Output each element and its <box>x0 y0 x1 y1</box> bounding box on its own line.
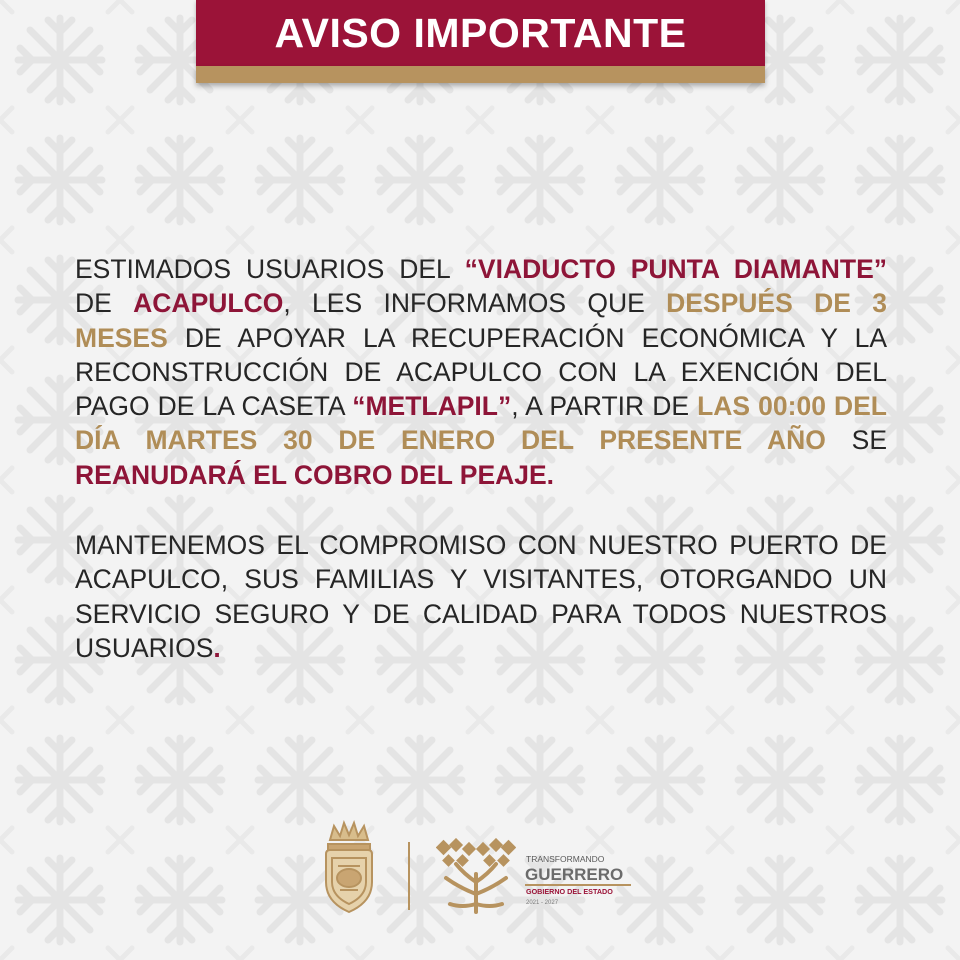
banner-red-band <box>196 0 765 66</box>
commitment-text: MANTENEMOS EL COMPROMISO CON NUESTRO PUERTO DE ACAPULCO, SUS FAMILIAS Y VISITANTES, OTORGANDO UN SERVICIO SEGURO Y DE CALIDAD PARA TODOS NUESTROS USUARIOS <box>75 530 887 663</box>
logo-state-name: GUERRERO <box>525 865 624 884</box>
toll-resume-highlight: REANUDARÁ EL COBRO DEL PEAJE. <box>75 459 555 490</box>
banner-gold-band <box>196 66 765 83</box>
logo-divider <box>408 842 410 910</box>
closing-period: . <box>213 632 221 663</box>
logo-rule <box>525 884 631 886</box>
logo-tagline: TRANSFORMANDO <box>526 854 605 864</box>
state-coat-of-arms-icon <box>318 820 380 916</box>
transformando-guerrero-logo <box>524 854 648 914</box>
footer-logos <box>318 820 648 920</box>
text-segment: ESTIMADOS USUARIOS DEL <box>75 254 465 284</box>
notice-paragraph-1 <box>75 252 887 492</box>
notice-body <box>75 252 887 665</box>
date-highlight: LAS 00:00 DEL DÍA MARTES 30 DE ENERO DEL PRESENTE AÑO <box>75 391 887 456</box>
logo-years: 2021 - 2027 <box>526 900 559 906</box>
text-segment: DE <box>75 288 134 319</box>
city-name: ACAPULCO <box>133 288 284 319</box>
viaduct-name: “VIADUCTO PUNTA DIAMANTE” <box>464 254 887 284</box>
text-segment: DE APOYAR LA RECUPERACIÓN ECONÓMICA Y LA RECONSTRUCCIÓN DE ACAPULCO CON LA EXENCIÓN DEL PAGO DE LA CASETA <box>75 322 887 422</box>
text-segment: , A PARTIR DE <box>511 391 698 422</box>
toll-booth-name: “METLAPIL” <box>352 391 512 422</box>
header-banner <box>196 0 765 83</box>
text-segment: , LES INFORMAMOS QUE <box>283 288 667 319</box>
duration-highlight: DESPUÉS DE 3 MESES <box>75 288 887 353</box>
page-title: AVISO IMPORTANTE <box>274 9 687 56</box>
ahuehuete-tree-logo-icon <box>436 838 516 916</box>
logo-government: GOBIERNO DEL ESTADO <box>526 887 613 896</box>
text-segment: SE <box>825 425 887 456</box>
notice-paragraph-2 <box>75 528 887 665</box>
